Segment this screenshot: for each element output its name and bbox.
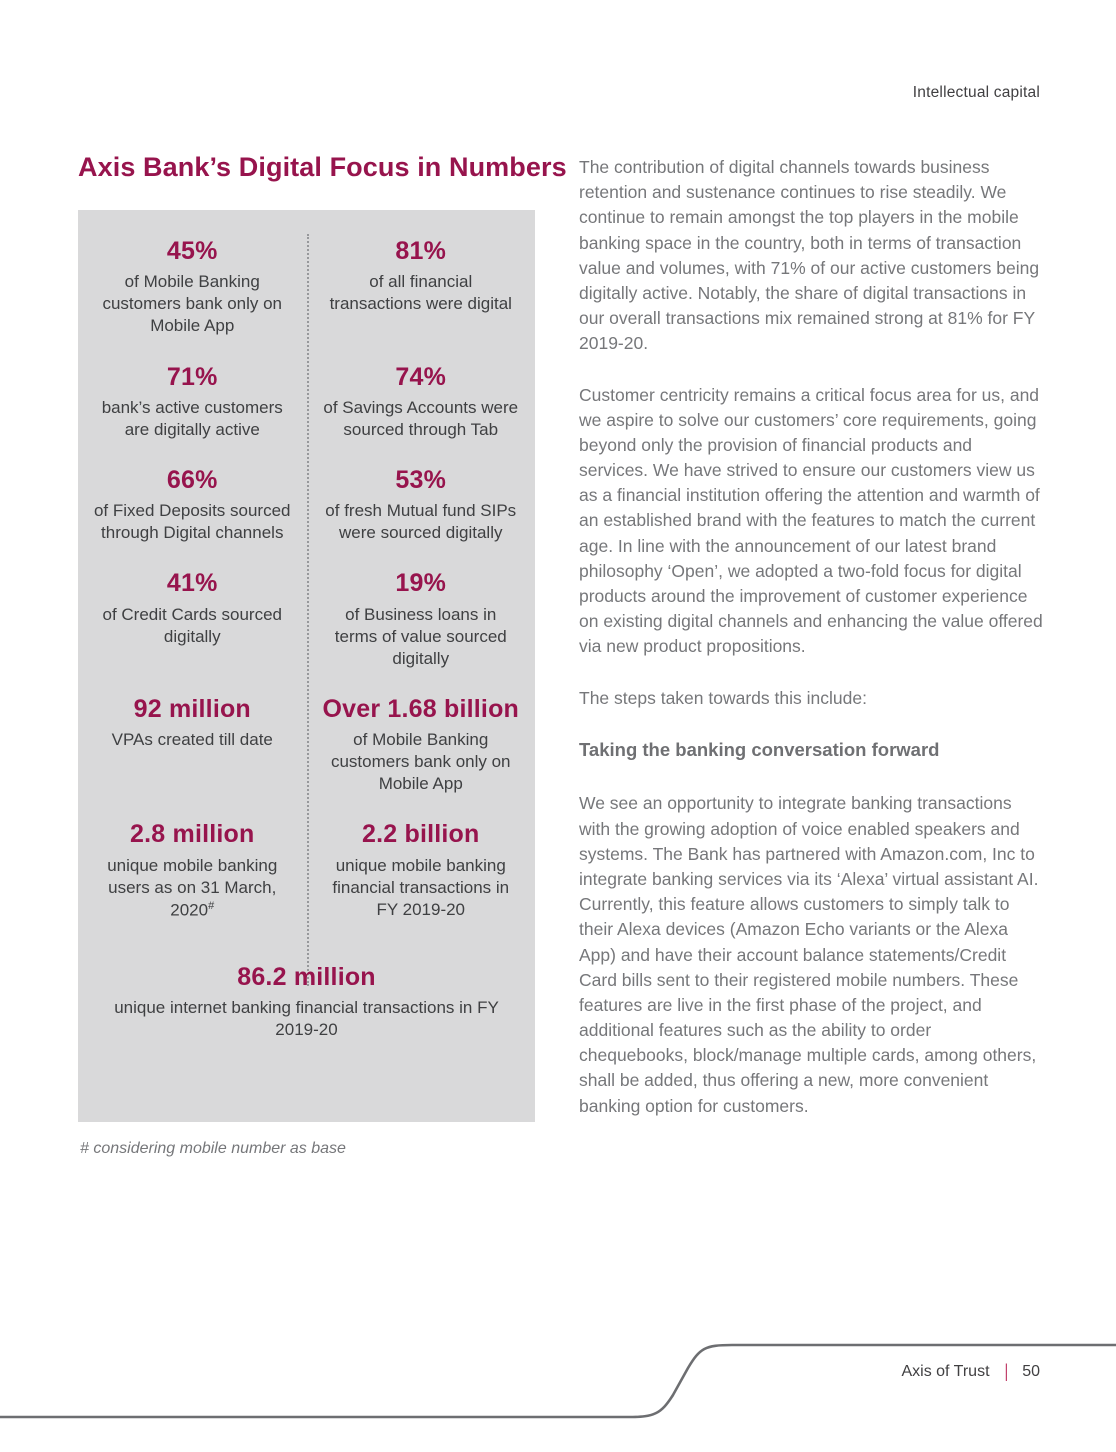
- stat-description: of fresh Mutual fund SIPs were sourced digitally: [325, 501, 517, 543]
- stat-description: of Fixed Deposits sourced through Digital channels: [93, 501, 291, 543]
- paragraph-steps-intro: The steps taken towards this include:: [579, 687, 867, 708]
- stat-description: of all financial transactions were digital: [329, 272, 512, 314]
- stat-digitally-active-customers: [78, 362, 307, 441]
- stat-description: [93, 855, 291, 922]
- footnote-marker: #: [208, 899, 215, 912]
- stat-internet-banking-transactions: [78, 962, 535, 1041]
- stat-description: of Savings Accounts were sourced through Tab: [323, 397, 519, 439]
- paragraph-customer-centricity: Customer centricity remains a critical focus area for us, and we aspire to solve our customers’ core requirements, going beyond only the provision of financial products and services. We have strived to ensure our customers view us as a financial institution offering the attention and warmth of an established brand with the features to match the current age. In line with the announcement of our latest brand philosophy ‘Open’, we adopted a two-fold focus for digital products around the improvement of customer experience on existing digital channels and enhancing the value offered via new product propositions.: [579, 384, 1043, 657]
- stat-description: unique internet banking financial transactions in FY 2019-20: [114, 997, 499, 1039]
- stat-description: VPAs created till date: [111, 730, 273, 750]
- section-label: Intellectual capital: [912, 84, 1040, 101]
- stat-business-loans-digital: [307, 568, 536, 670]
- paragraph-alexa-integration: We see an opportunity to integrate banking transactions with the growing adoption of voice enabled speakers and systems. The Bank has partnered with Amazon.com, Inc to integrate banking services via its ‘Alexa’ virtual assistant AI. Currently, this feature allows customers to simply talk to their Alexa devices (Amazon Echo variants or the Alexa App) and have their account balance statements/Credit Card bills sent to their registered mobile numbers. These features are live in the first phase of the project, and additional features such as the ability to order chequebooks, block/manage multiple cards, among others, shall be added, thus offering a new, more convenient banking option for customers.: [579, 793, 1039, 1116]
- stat-mobile-banking-volume: [307, 694, 536, 796]
- stat-vpas-created: [78, 694, 307, 796]
- stats-grid: [78, 236, 535, 1041]
- stat-mobile-app-only: [78, 236, 307, 338]
- footer-page-number: 50: [1022, 1362, 1040, 1380]
- stat-value: Over 1.68 billion: [322, 694, 520, 723]
- stat-fixed-deposits-digital: [78, 465, 307, 544]
- paragraph-digital-contribution: The contribution of digital channels towards business retention and sustenance continues to rise steadily. We continue to remain amongst the top players in the mobile banking space in the country, both in terms of transaction value and volumes, with 71% of our active customers being digitally active. Notably, the share of digital transactions in our overall transactions mix remained strong at 81% for FY 2019-20.: [579, 157, 1040, 354]
- stat-value: 92 million: [133, 694, 251, 723]
- stat-value: 86.2 million: [237, 962, 376, 991]
- footer-brand: Axis of Trust: [901, 1362, 990, 1380]
- footer-separator-bar: |: [1003, 1361, 1008, 1381]
- page-title: Axis Bank’s Digital Focus in Numbers: [78, 152, 567, 182]
- stat-value: 19%: [395, 569, 447, 598]
- digital-stats-panel: [78, 210, 535, 1122]
- stat-value: 2.2 billion: [362, 820, 480, 849]
- stat-value: 2.8 million: [130, 820, 255, 849]
- stat-credit-cards-digital: [78, 568, 307, 670]
- stat-digital-transactions: [307, 236, 536, 338]
- footer: [901, 1361, 1040, 1382]
- stat-value: 53%: [395, 465, 447, 494]
- stat-mutual-fund-sips: [307, 465, 536, 544]
- stat-description: of Mobile Banking customers bank only on Mobile App: [102, 272, 283, 336]
- stat-value: 81%: [395, 237, 447, 265]
- footer-swoosh-line: [0, 1330, 1116, 1452]
- stat-value: 71%: [166, 362, 218, 391]
- stat-description: of Credit Cards sourced digitally: [102, 604, 283, 646]
- footnote: # considering mobile number as base: [80, 1140, 346, 1157]
- stat-unique-mobile-banking-users: [78, 819, 307, 921]
- stat-value: 74%: [395, 362, 447, 391]
- stat-description: of Business loans in terms of value sourced digitally: [334, 604, 507, 668]
- stat-value: 45%: [166, 237, 218, 265]
- subheading-banking-conversation: Taking the banking conversation forward: [579, 738, 940, 760]
- stat-mobile-financial-transactions: [307, 819, 536, 921]
- stat-description: of Mobile Banking customers bank only on Mobile App: [330, 730, 511, 794]
- body-copy: [579, 155, 1044, 1145]
- stat-description-text: unique mobile banking users as on 31 March, 2020: [107, 855, 278, 920]
- stat-value: 41%: [166, 569, 218, 598]
- stat-savings-accounts-tab: [307, 362, 536, 441]
- stat-description: unique mobile banking financial transactions in FY 2019-20: [332, 855, 510, 919]
- stat-value: 66%: [166, 465, 218, 494]
- stat-description: bank’s active customers are digitally active: [101, 397, 283, 439]
